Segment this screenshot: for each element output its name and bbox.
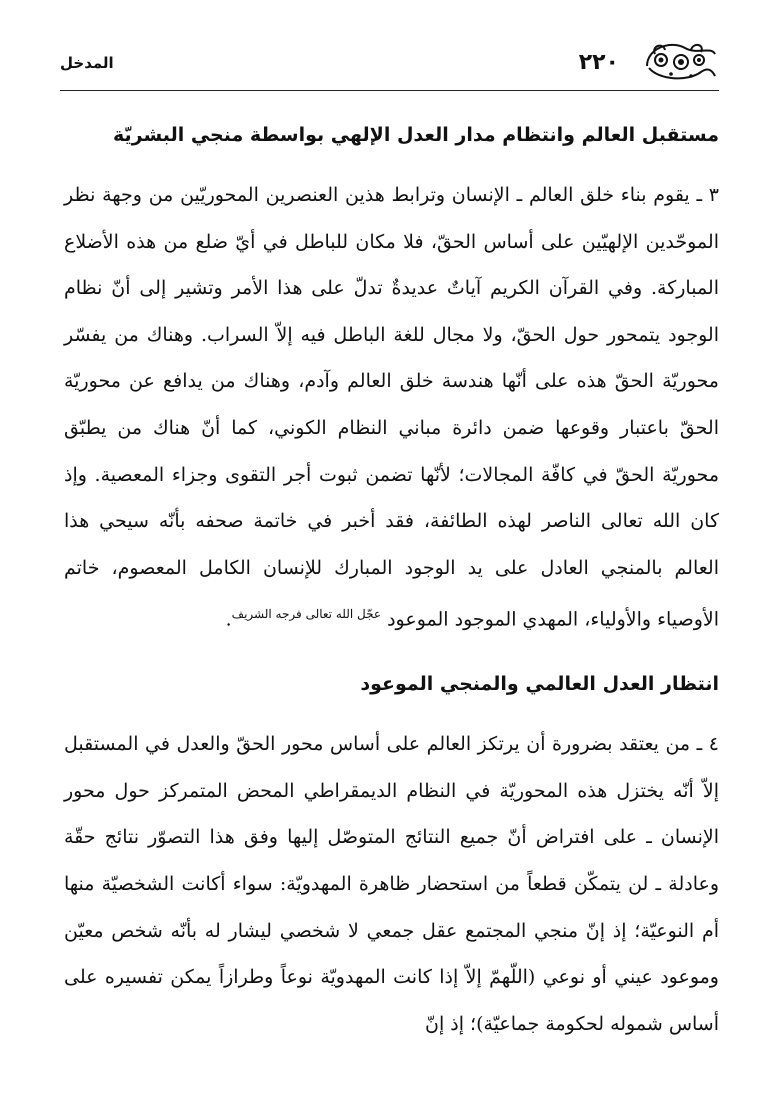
body-paragraph [64, 721, 719, 1047]
section-title: مستقبل العالم وانتظام مدار العدل الإلهي بواسطة منجي البشريّة [113, 124, 719, 146]
paragraph-text: ٤ ـ من يعتقد بضرورة أن يرتكز العالم على أساس محور الحقّ والعدل في المستقبل إلاّ أنّه يختزل هذه المحوريّة في النظام الديمقراطي المحض المتمركز حول محور الإنسان ـ على افتراض أنّ جميع النتائج المتوصّل إليها وفق هذا التصوّر نتائج حقّة وعادلة ـ لن يتمكّن قطعاً من استحضار ظاهرة المهدويّة: سواء أكانت الشخصيّة منها أم النوعيّة؛ إذ إنّ منجي المجتمع عقل جمعي لا شخصي ليشار له بأنّه شخص معيّن وموعود عيني أو نوعي (اللّهمّ إلاّ إذا كانت المهدويّة نوعاً وطرازاً يمكن تفسيره على أساس شموله لحكومة جماعيّة)؛ إذ إنّ [64, 733, 719, 1035]
page-header [60, 36, 719, 86]
running-head: المدخل [60, 54, 114, 72]
ornament-icon [641, 36, 719, 86]
paragraph-text: ٣ ـ يقوم بناء خلق العالم ـ الإنسان وترابط هذين العنصرين المحوريّين من وجهة نظر الموحّدين الإلهيّين على أساس الحقّ، فلا مكان للباطل في أيّ ضلع من هذه الأضلاع المباركة. وفي القرآن الكريم آياتٌ عديدةٌ تدلّ على هذا الأمر وتشير إلى أنّ نظام الوجود يتمحور حول الحقّ، ولا مجال للغة الباطل فيه إلاّ السراب. وهناك من يفسّر محوريّة الحقّ هذه على أنّها هندسة خلق العالم وآدم، وهناك من يدافع عن محوريّة الحقّ باعتبار وقوعها ضمن دائرة مباني النظام الكوني، كما أنّ هناك من يطبّق محوريّة الحقّ في كافّة المجالات؛ لأنّها تضمن ثبوت أجر التقوى وجزاء المعصية. وإذ كان الله تعالى الناصر لهذه الطائفة، فقد أخبر في خاتمة صحفه بأنّه سيحي هذا العالم بالمنجي العادل على يد الوجود المبارك للإنسان الكامل المعصوم، خاتم الأوصياء والأولياء، المهدي الموجود الموعود [64, 184, 719, 631]
honorific-glyph: عجّل الله تعالى فرجه الشريف [231, 607, 382, 622]
page-number: ٢٢٠ [578, 50, 619, 75]
paragraph-end: . [225, 608, 232, 631]
body-paragraph [64, 172, 719, 643]
page-content [64, 112, 719, 1065]
header-rule [60, 90, 719, 91]
section-title: انتظار العدل العالمي والمنجي الموعود [360, 673, 719, 696]
